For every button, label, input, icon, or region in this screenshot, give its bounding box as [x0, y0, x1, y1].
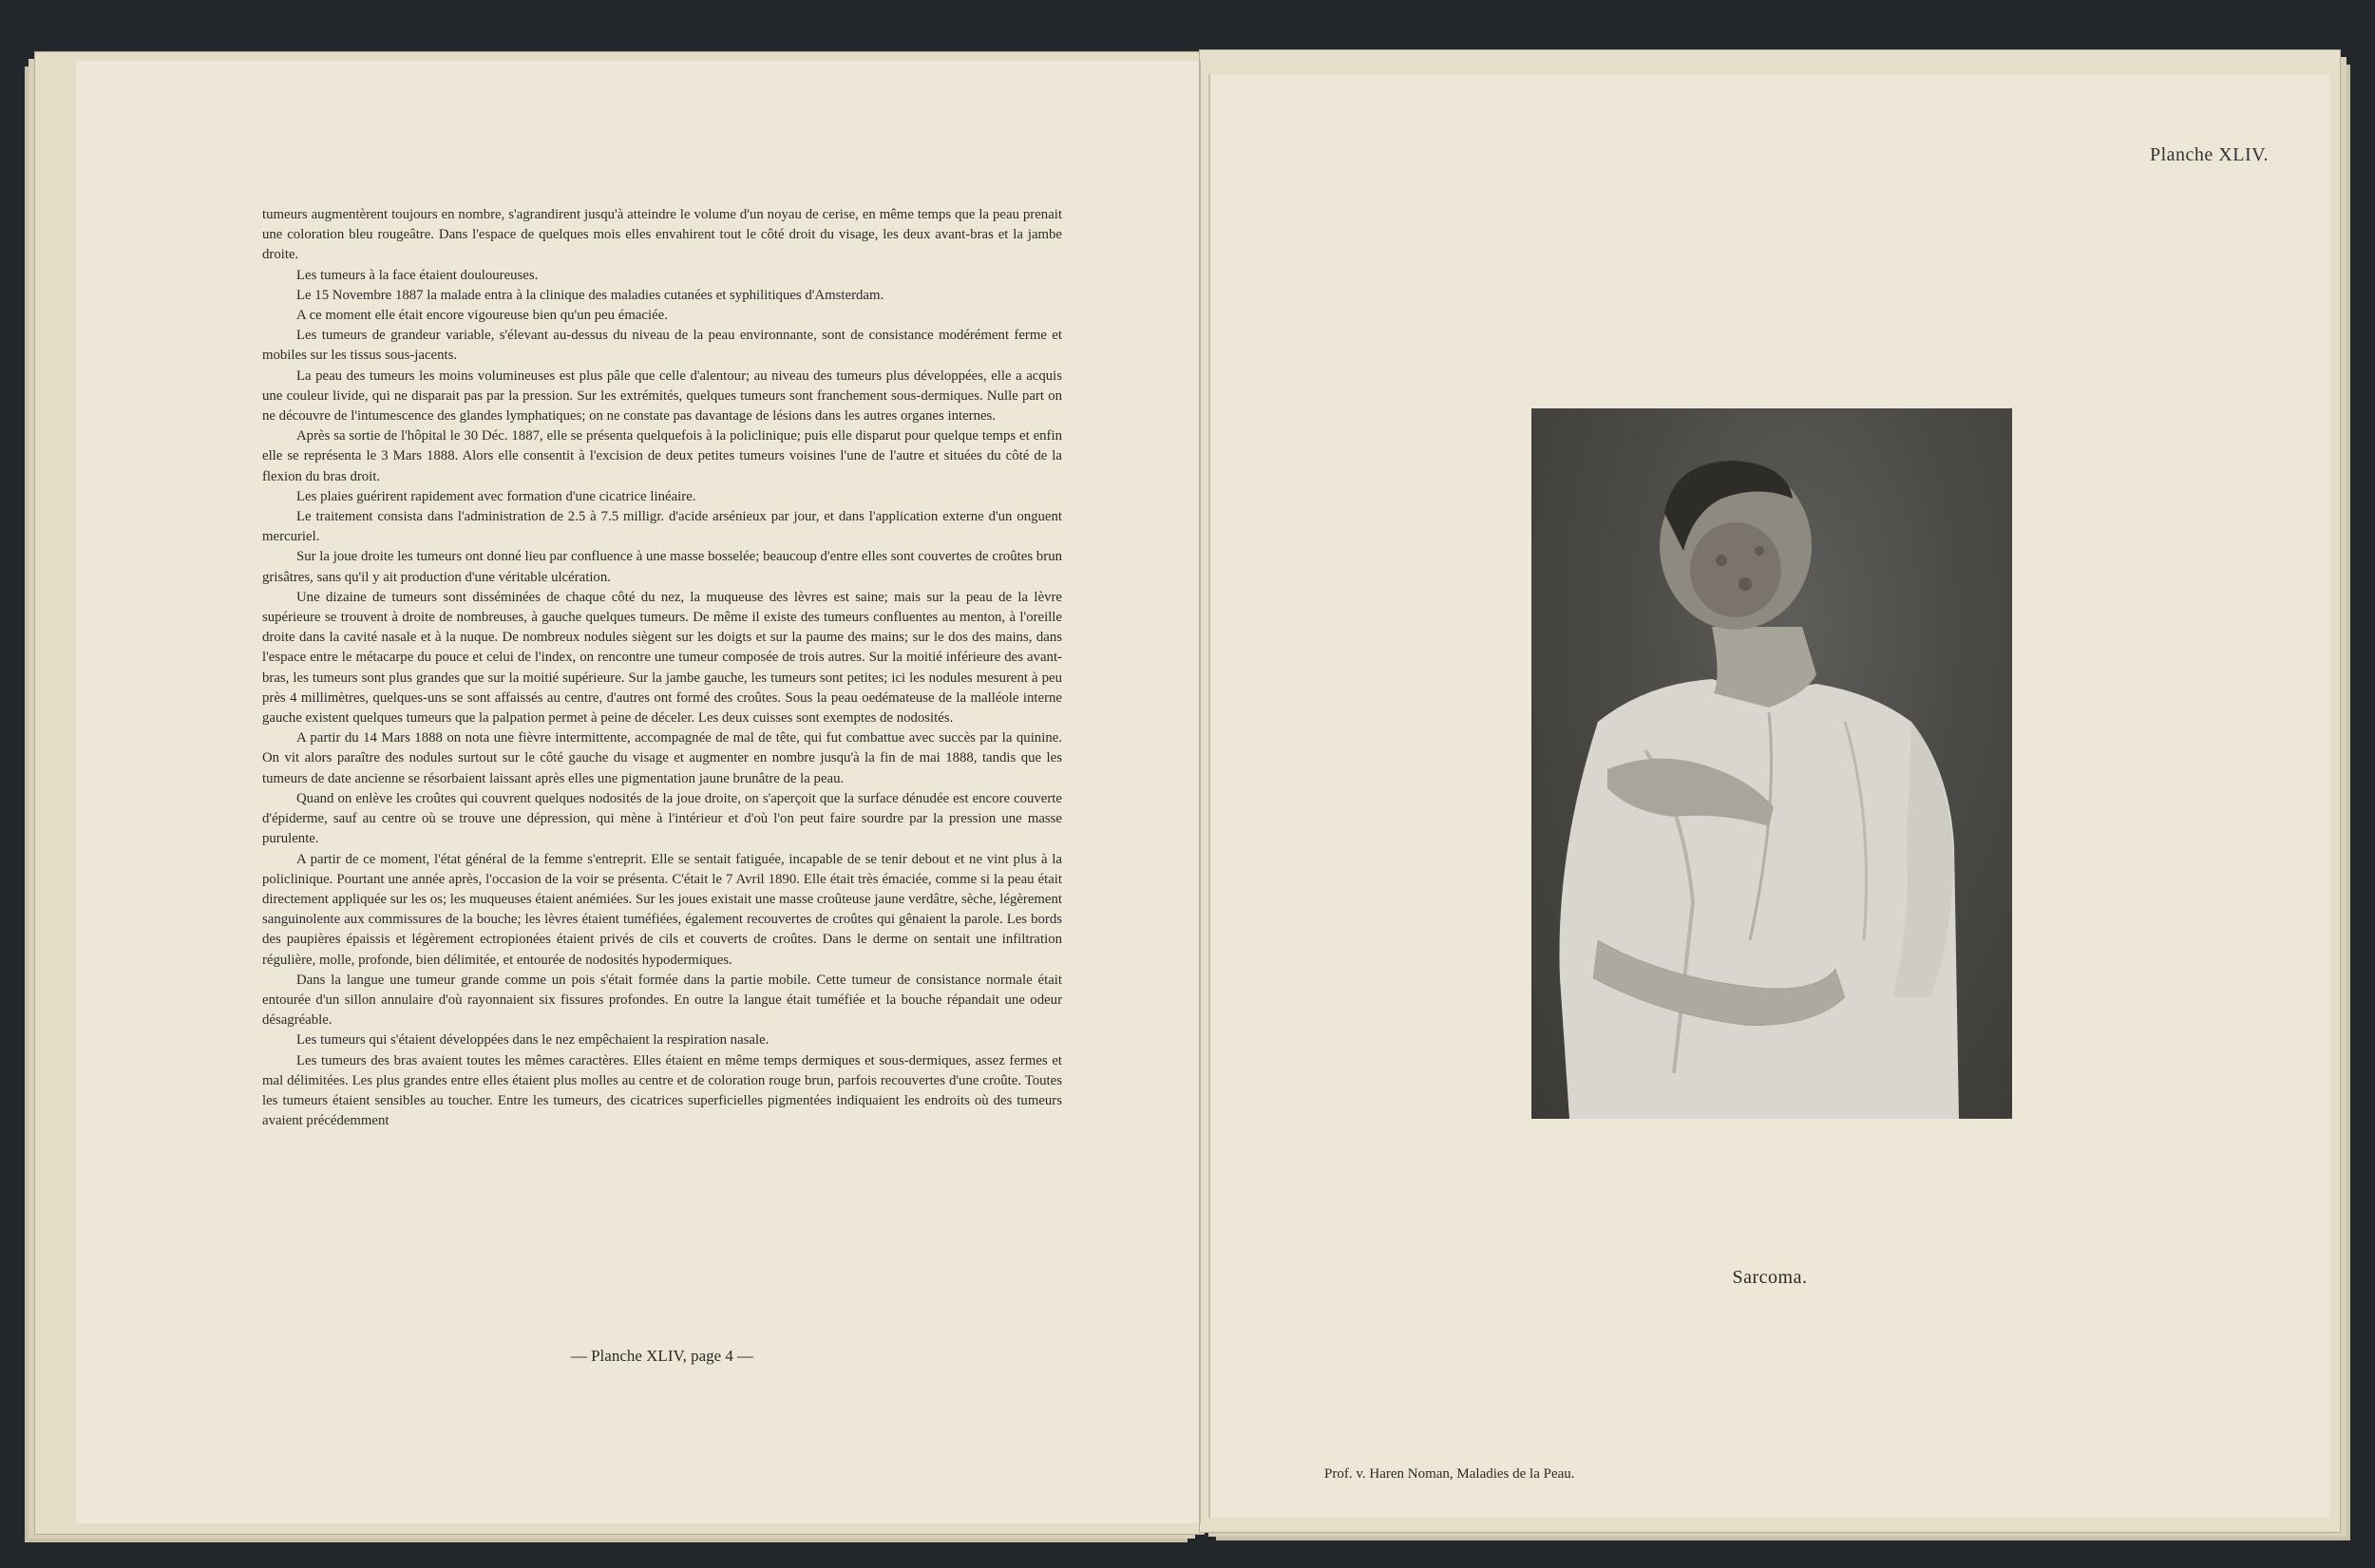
right-page	[1208, 74, 2329, 1518]
body-text	[262, 205, 1062, 1131]
paragraph: Le 15 Novembre 1887 la malade entra à la clinique des maladies cutanées et syphilitiques d'Amsterdam.	[296, 287, 884, 303]
left-page	[76, 61, 1201, 1523]
paragraph: Les tumeurs des bras avaient toutes les mêmes caractères. Elles étaient en même temps dermiques et sous-dermiques, assez fermes et mal délimitées. Les plus grandes entre elles étaient plus molles au centre et de coloration rouge brun, parfois recouvertes d'une croûte. Toutes les tumeurs étaient sensibles au toucher. Entre les tumeurs, des cicatrices superficielles pigmentées indiquaient les endroits où des tumeurs avaient précédemment	[262, 1052, 1062, 1129]
paragraph: Les tumeurs de grandeur variable, s'élevant au-dessus du niveau de la peau environnante, sont de consistance modérément ferme et mobiles sur les tissus sous-jacents.	[262, 328, 1062, 364]
paragraph: tumeurs augmentèrent toujours en nombre, s'agrandirent jusqu'à atteindre le volume d'un noyau de cerise, en même temps que la peau prenait une coloration bleu rougeâtre. Dans l'espace de quelques mois elles envahirent tout le côté droit du visage, les deux avant-bras et la jambe droite.	[262, 207, 1062, 263]
portrait-photograph	[1531, 408, 2012, 1119]
paragraph: A ce moment elle était encore vigoureuse bien qu'un peu émaciée.	[296, 308, 668, 324]
paragraph: Dans la langue une tumeur grande comme un pois s'était formée dans la partie mobile. Cette tumeur de consistance normale était entourée d'un sillon annulaire d'où rayonnaient six fissures profondes. En outre la langue était tuméfiée et la bouche répandait une odeur désagréable.	[262, 972, 1062, 1029]
paragraph: Quand on enlève les croûtes qui couvrent quelques nodosités de la joue droite, on s'aperçoit que la surface dénudée est encore couverte d'épiderme, sauf au centre où se trouve une dépression, qui mène à l'intérieur et d'où l'on peut faire sourdre par la pression une masse purulente.	[262, 790, 1062, 847]
publisher-credit: Prof. v. Haren Noman, Maladies de la Peau.	[1324, 1466, 1575, 1482]
page-footer: — Planche XLIV, page 4 —	[570, 1347, 754, 1365]
paragraph: Une dizaine de tumeurs sont disséminées de chaque côté du nez, la muqueuse des lèvres est saine; mais sur la peau de la lèvre supérieure se trouvent à droite de nombreuses, à gauche quelques tumeurs. De même il existe des tumeurs confluentes au menton, à l'oreille droite dans la cavité nasale et à la nuque. De nombreux nodules siègent sur les doigts et sur la paume des mains; sur le dos des mains, dans l'espace entre le métacarpe du pouce et celui de l'index, on rencontre une tumeur composée de trois autres. Sur la moitié inférieure des avant-bras, les tumeurs sont plus grandes que sur la moitié supérieure. Sur la jambe gauche, les tumeurs sont petites; ici les nodules mesurent à peu près 4 millimètres, quelques-uns se sont affaissés au centre, d'autres ont formé des croûtes. Sous la peau oedémateuse de la malléole interne gauche existent quelques tumeurs que la palpation permet à peine de déceler. Les deux cuisses sont exemptes de nodosités.	[262, 589, 1062, 727]
plate-caption: Sarcoma.	[1732, 1267, 1808, 1288]
paragraph: Les tumeurs à la face étaient douloureuses.	[296, 267, 539, 283]
paragraph: Après sa sortie de l'hôpital le 30 Déc. 1887, elle se présenta quelquefois à la policlinique; puis elle disparut pour quelque temps et enfin elle se représenta le 3 Mars 1888. Alors elle consentit à l'excision de deux petites tumeurs voisines l'une de l'autre et situées du côté de la flexion du bras droit.	[262, 428, 1062, 484]
paragraph: Le traitement consista dans l'administration de 2.5 à 7.5 milligr. d'acide arsénieux par jour, et dans l'application externe d'un onguent mercuriel.	[262, 509, 1062, 545]
paragraph: A partir de ce moment, l'état général de la femme s'entreprit. Elle se sentait fatiguée, incapable de se tenir debout et ne vint plus à la policlinique. Pourtant une année après, l'occasion de la voir se présenta. C'était le 7 Avril 1890. Elle était très émaciée, comme si la peau était directement appliquée sur les os; les muqueuses étaient anémiées. Sur les joues existait une masse croûteuse jaune verdâtre, sèche, légèrement sanguinolente aux commissures de la bouche; les lèvres étaient tuméfiées, également recouvertes de croûtes qui gênaient la parole. Les bords des paupières épaissis et légèrement ectropionées étaient privés de cils et couverts de croûtes. Dans le derme on sentait une infiltration régulière, molle, profonde, bien délimitée, et entourée de nodosités hypodermiques.	[262, 851, 1062, 968]
paragraph: Sur la joue droite les tumeurs ont donné lieu par confluence à une masse bosselée; beaucoup d'entre elles sont couvertes de croûtes brun grisâtres, sans qu'il y ait production d'une véritable ulcération.	[262, 549, 1062, 585]
paragraph: La peau des tumeurs les moins volumineuses est plus pâle que celle d'alentour; au niveau des tumeurs plus développées, elle a acquis une couleur livide, qui ne disparait pas par la pression. Sur les extrémités, quelques tumeurs sont franchement sous-dermiques. Nulle part on ne découvre de l'intumescence des glandes lymphatiques; on ne constate pas davantage de lésions dans les autres organes internes.	[262, 368, 1062, 425]
paragraph: A partir du 14 Mars 1888 on nota une fièvre intermittente, accompagnée de mal de tête, qui fut combattue avec succès par la quinine. On vit alors paraître des nodules surtout sur le côté gauche du visage et augmenter en nombre jusqu'à la fin de mai 1888, tandis que les tumeurs de date ancienne se résorbaient laissant après elles une pigmentation jaune brunâtre de la peau.	[262, 730, 1062, 786]
paragraph: Les plaies guérirent rapidement avec formation d'une cicatrice linéaire.	[296, 488, 696, 504]
plate-label: Planche XLIV.	[2150, 144, 2269, 165]
paragraph: Les tumeurs qui s'étaient développées dans le nez empêchaient la respiration nasale.	[296, 1032, 770, 1048]
